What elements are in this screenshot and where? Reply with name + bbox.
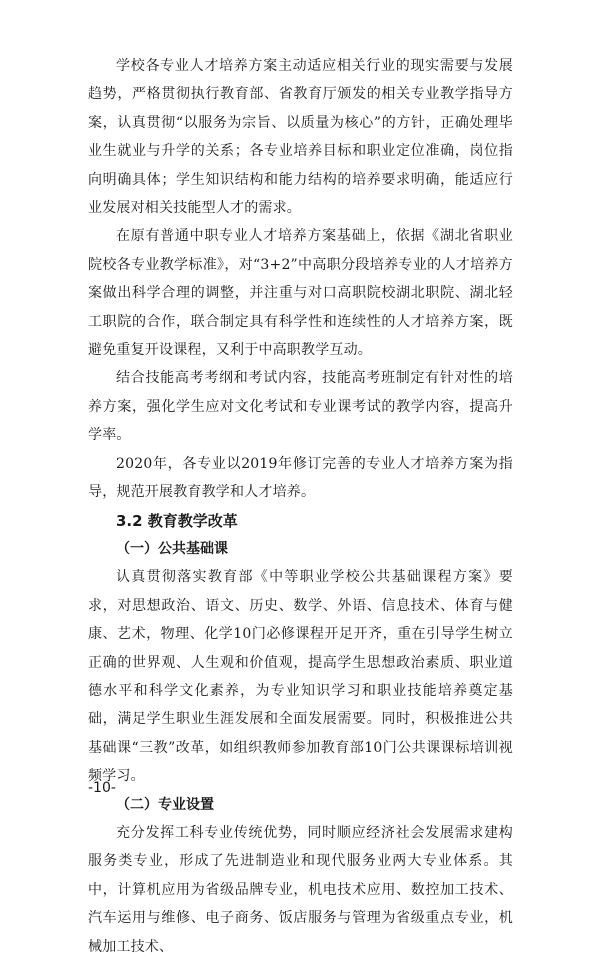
page-content bbox=[88, 52, 513, 961]
paragraph-skill-exam: 结合技能高考考纲和考试内容，技能高考班制定有针对性的培养方案，强化学生应对文化考试和专业课考试的教学内容，提高升学率。 bbox=[88, 370, 513, 444]
paragraph-training-plan: 学校各专业人才培养方案主动适应相关行业的现实需要与发展趋势，严格贯彻执行教育部、省教育厅颁发的相关专业教学指导方案，认真贯彻“以服务为宗旨、以质量为核心”的方针，正确处理毕业生就业与升学的关系；各专业培养目标和职业定位准确，岗位指向明确具体；学生知识结构和能力结构的培养要求明确，能适应行业发展对相关技能型人才的需求。 bbox=[88, 58, 513, 217]
page-number: -10- bbox=[88, 780, 116, 796]
paragraph-basic-courses: 认真贯彻落实教育部《中等职业学校公共基础课程方案》要求，对思想政治、语文、历史、数学、外语、信息技术、体育与健康、艺术，物理、化学10门必修课程开足开齐，重在引导学生树立正确的世界观、人生观和价值观，提高学生思想政治素质、职业道德水平和科学文化素养，为专业知识学习和职业技能培养奠定基础，满足学生职业生涯发展和全面发展需要。同时，积极推进公共基础课“三教”改革，如组织教师参加教育部10门公共课课标培训视频学习。 bbox=[88, 569, 513, 785]
subsection-heading-basic-courses: （一）公共基础课 bbox=[116, 540, 228, 557]
subsection-heading-majors: （二）专业设置 bbox=[116, 796, 214, 813]
paragraph-majors: 充分发挥工科专业传统优势，同时顺应经济社会发展需求建构服务类专业，形成了先进制造业和现代服务业两大专业体系。其中，计算机应用为省级品牌专业，机电技术应用、数控加工技术、汽车运用与维修、电子商务、饭店服务与管理为省级重点专业，机械加工技术、 bbox=[88, 824, 513, 955]
paragraph-3plus2: 在原有普通中职专业人才培养方案基础上，依据《湖北省职业院校各专业教学标准》，对“3+2”中高职分段培养专业的人才培养方案做出科学合理的调整，并注重与对口高职院校湖北职院、湖北轻工职院的合作，联合制定具有科学性和连续性的人才培养方案，既避免重复开设课程，又利于中高职教学互动。 bbox=[88, 228, 513, 359]
paragraph-2020: 2020年，各专业以2019年修订完善的专业人才培养方案为指导，规范开展教育教学和人才培养。 bbox=[88, 455, 513, 501]
section-heading: 3.2 教育教学改革 bbox=[116, 511, 238, 530]
